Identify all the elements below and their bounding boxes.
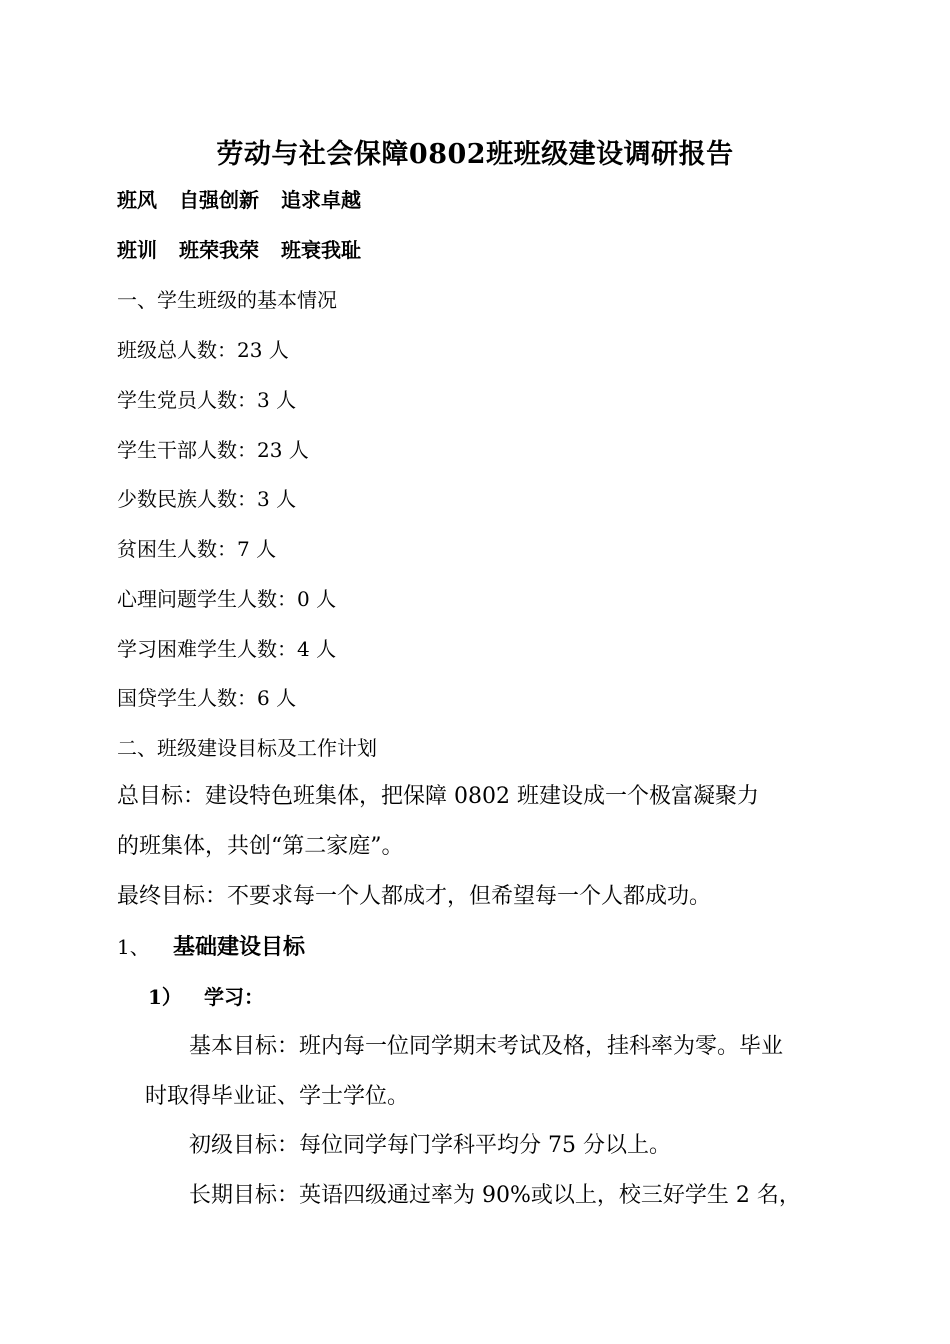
sub1-heading [148,983,264,1011]
overall-goal-line2: 的班集体，共创“第二家庭”。 [117,834,404,859]
long-term-goal: 长期目标：英语四级通过率为 90%或以上，校三好学生 2 名， [189,1183,801,1208]
basic-goal-line1: 基本目标：班内每一位同学期末考试及格，挂科率为零。毕业 [189,1034,784,1059]
overall-goal-line1: 总目标：建设特色班集体，把保障 0802 班建设成一个极富凝聚力 [117,784,759,809]
class-style-line [117,186,361,214]
class-training-label: 班训 [117,238,157,262]
final-goal: 最终目标：不要求每一个人都成才，但希望每一个人都成功。 [117,884,712,909]
item1-title: 基础建设目标 [173,934,306,960]
sub1-title: 学习： [204,985,264,1009]
section1-heading: 一、学生班级的基本情况 [117,288,337,312]
basic-goal-line2: 时取得毕业证、学士学位。 [145,1084,410,1109]
page-title: 劳动与社会保障0802班班级建设调研报告 [216,139,734,170]
item1-number: 1、 [117,935,150,959]
stat-line: 学习困难学生人数：4 人 [117,637,337,661]
stat-line: 贫困生人数：7 人 [117,537,277,561]
stat-line: 心理问题学生人数：0 人 [117,587,337,611]
class-style-b: 追求卓越 [281,188,361,212]
sub1-number: 1） [148,985,182,1009]
class-style-label: 班风 [117,188,157,212]
item1-heading [117,933,305,961]
stat-line: 国贷学生人数：6 人 [117,686,297,710]
initial-goal: 初级目标：每位同学每门学科平均分 75 分以上。 [189,1133,671,1158]
stat-line: 班级总人数：23 人 [117,338,289,362]
class-training-b: 班衰我耻 [281,238,361,262]
class-style-a: 自强创新 [179,188,259,212]
class-training-line [117,236,361,264]
stat-line: 学生党员人数：3 人 [117,388,297,412]
section2-heading: 二、班级建设目标及工作计划 [117,736,377,760]
class-training-a: 班荣我荣 [179,238,259,262]
stat-line: 学生干部人数：23 人 [117,438,309,462]
stat-line: 少数民族人数：3 人 [117,487,297,511]
